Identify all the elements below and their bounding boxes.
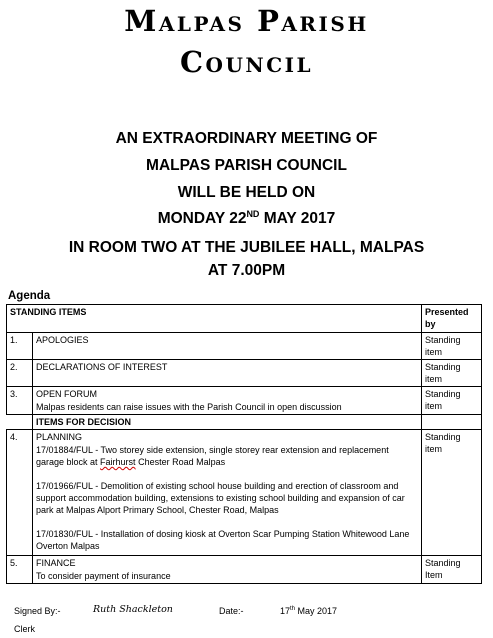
item-number: 5.: [7, 556, 33, 584]
presented-by: Standing item: [422, 360, 482, 387]
table-row: [7, 360, 482, 387]
decision-header-row: [7, 415, 482, 430]
meeting-date-main: MONDAY 22: [157, 210, 247, 227]
meeting-date: [0, 211, 493, 227]
table-row: [7, 556, 482, 584]
item-cell: [33, 430, 422, 556]
item-title: APOLOGIES: [33, 333, 422, 360]
meeting-time: AT 7.00PM: [207, 262, 286, 279]
planning-application: 17/01966/FUL - Demolition of existing school house building and erection of classroom and support accommodation building, extensions to existing school building and expansion of car park at Malpas Alport Primary School, Chester Road, Malpas: [36, 481, 405, 515]
meeting-venue: IN ROOM TWO AT THE JUBILEE HALL, MALPAS: [68, 239, 425, 256]
item-title: DECLARATIONS OF INTEREST: [33, 360, 422, 387]
item-cell: [33, 387, 422, 415]
item-number: 4.: [7, 430, 33, 556]
item-number: 1.: [7, 333, 33, 360]
meeting-date-rest: MAY 2017: [259, 210, 336, 227]
planning-app-text: 17/01884/FUL - Two storey side extension, single storey rear extension and replacement garage block at: [36, 445, 389, 467]
meeting-heading-2: MALPAS PARISH COUNCIL: [146, 157, 347, 174]
item-number: 2.: [7, 360, 33, 387]
table-row: [7, 333, 482, 360]
presented-by: Standing item: [422, 333, 482, 360]
meeting-heading-1: AN EXTRAORDINARY MEETING OF: [115, 130, 378, 147]
clerk-signature: Ruth Shackleton: [93, 604, 173, 615]
planning-app-text-flagged: Fairhurst: [100, 457, 136, 467]
item-title: OPEN FORUM: [36, 389, 98, 399]
items-for-decision-header: ITEMS FOR DECISION: [33, 415, 422, 430]
presented-by: Standing Item: [422, 556, 482, 584]
agenda-table: [6, 304, 482, 584]
standing-items-header: STANDING ITEMS: [7, 305, 422, 333]
signed-date: [280, 606, 337, 616]
planning-application: [36, 444, 418, 468]
meeting-date-suffix: ND: [246, 209, 260, 219]
item-title: FINANCE: [36, 558, 76, 568]
meeting-heading-3: WILL BE HELD ON: [177, 184, 316, 201]
empty-cell: [7, 415, 33, 430]
date-label: Date:-: [219, 606, 244, 616]
presented-by-header: Presented by: [422, 305, 482, 333]
table-header-row: [7, 305, 482, 333]
council-title-line-1: Malpas Parish: [124, 4, 369, 38]
item-number: 3.: [7, 387, 33, 415]
agenda-label: Agenda: [8, 290, 51, 302]
item-detail: Malpas residents can raise issues with the Parish Council in open discussion: [36, 402, 342, 412]
signed-date-suffix: th: [290, 606, 296, 612]
item-cell: [33, 556, 422, 584]
item-detail: To consider payment of insurance: [36, 571, 171, 581]
clerk-role: Clerk: [14, 624, 36, 634]
signed-by-label: Signed By:-: [14, 606, 61, 616]
signed-date-rest: May 2017: [295, 606, 338, 616]
signed-date-day: 17: [280, 606, 291, 616]
table-row: [7, 387, 482, 415]
presented-by: Standing item: [422, 387, 482, 415]
empty-cell: [422, 415, 482, 430]
planning-app-text: Chester Road Malpas: [135, 457, 226, 467]
presented-by: Standing item: [422, 430, 482, 556]
planning-application: 17/01830/FUL - Installation of dosing kiosk at Overton Scar Pumping Station Whitewood Lane Overton Malpas: [36, 529, 410, 551]
council-title-line-2: Council: [179, 45, 314, 79]
item-title: PLANNING: [36, 432, 83, 442]
table-row: [7, 430, 482, 556]
